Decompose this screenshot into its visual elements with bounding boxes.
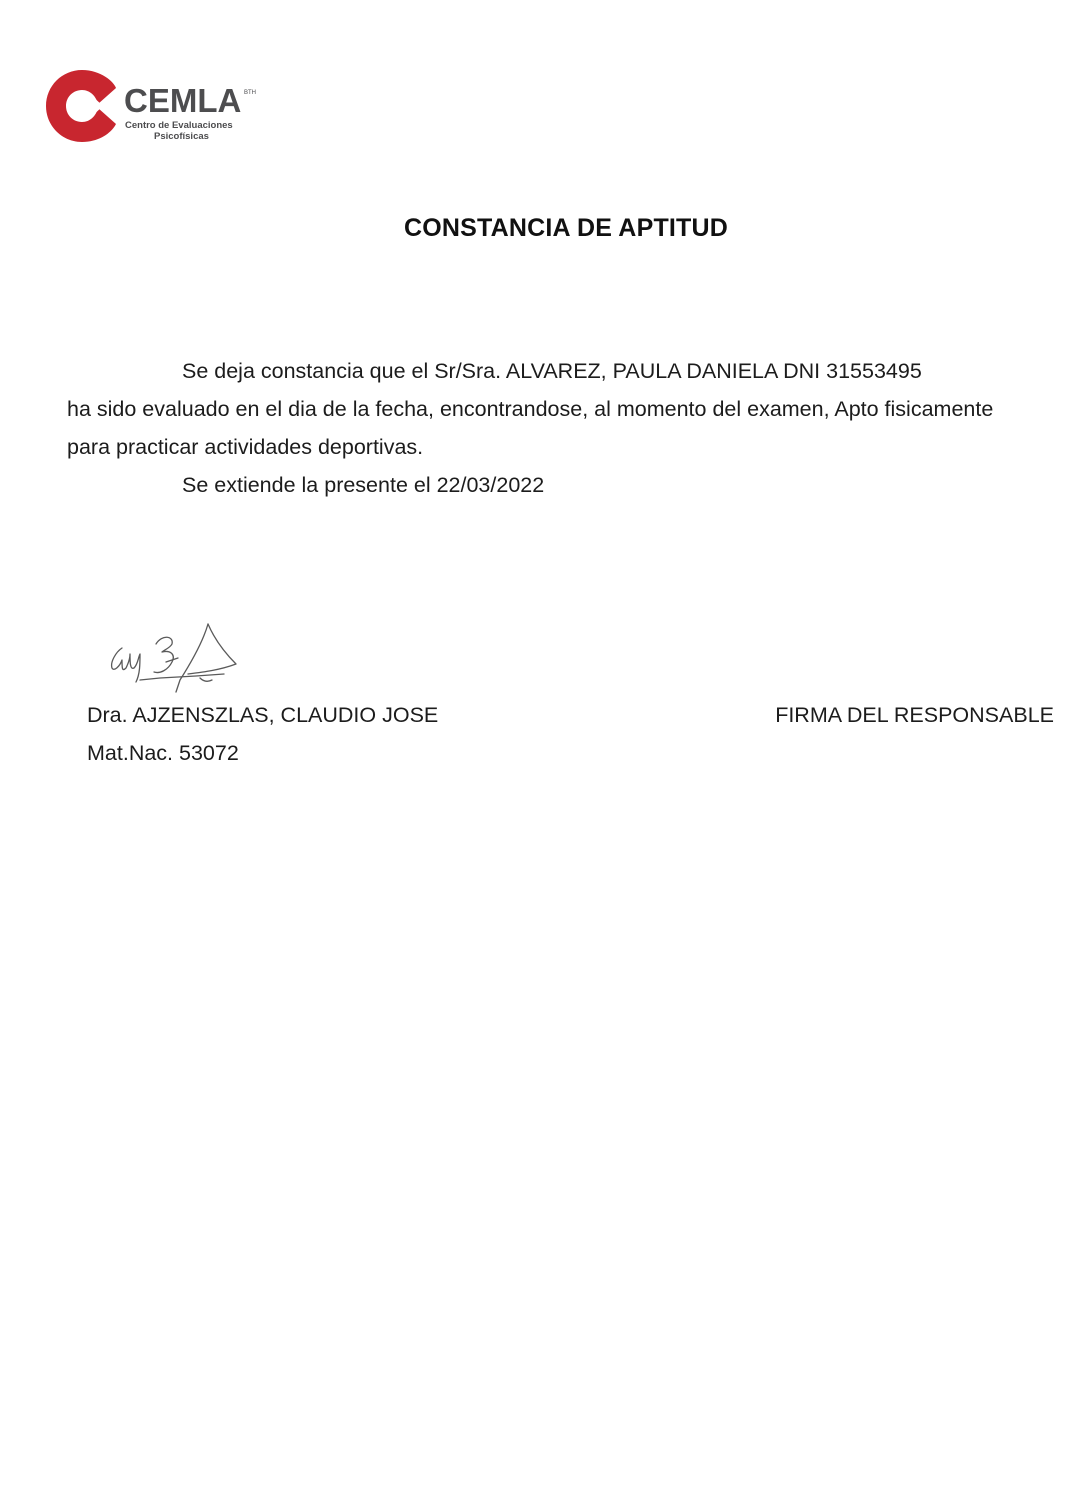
cemla-logo [46, 70, 276, 144]
logo-subtitle-line2: Psicofísicas [154, 131, 209, 142]
paragraph-activity: para practicar actividades deportivas. [67, 435, 424, 459]
logo-brand-text: CEMLA [124, 82, 242, 119]
paragraph-issue-date: Se extiende la presente el 22/03/2022 [182, 473, 545, 497]
paragraph-statement: Se deja constancia que el Sr/Sra. ALVAREZ, PAULA DANIELA DNI 31553495 [182, 359, 922, 383]
logo-emblem-icon [46, 70, 116, 142]
certificate-body [67, 352, 1067, 504]
logo-superscript: BTH [244, 90, 256, 96]
responsible-signature-label: FIRMA DEL RESPONSABLE [775, 703, 1054, 727]
doctor-name: Dra. AJZENSZLAS, CLAUDIO JOSE [87, 703, 439, 727]
cemla-logo-mark [46, 70, 276, 144]
doctor-info [87, 696, 438, 772]
logo-subtitle-line1: Centro de Evaluaciones [125, 120, 233, 131]
handwritten-signature [100, 618, 250, 700]
paragraph-evaluation: ha sido evaluado en el dia de la fecha, encontrandose, al momento del examen, Apto fisicamente [67, 397, 994, 421]
document-title: CONSTANCIA DE APTITUD [403, 214, 729, 242]
doctor-license: Mat.Nac. 53072 [87, 741, 239, 765]
